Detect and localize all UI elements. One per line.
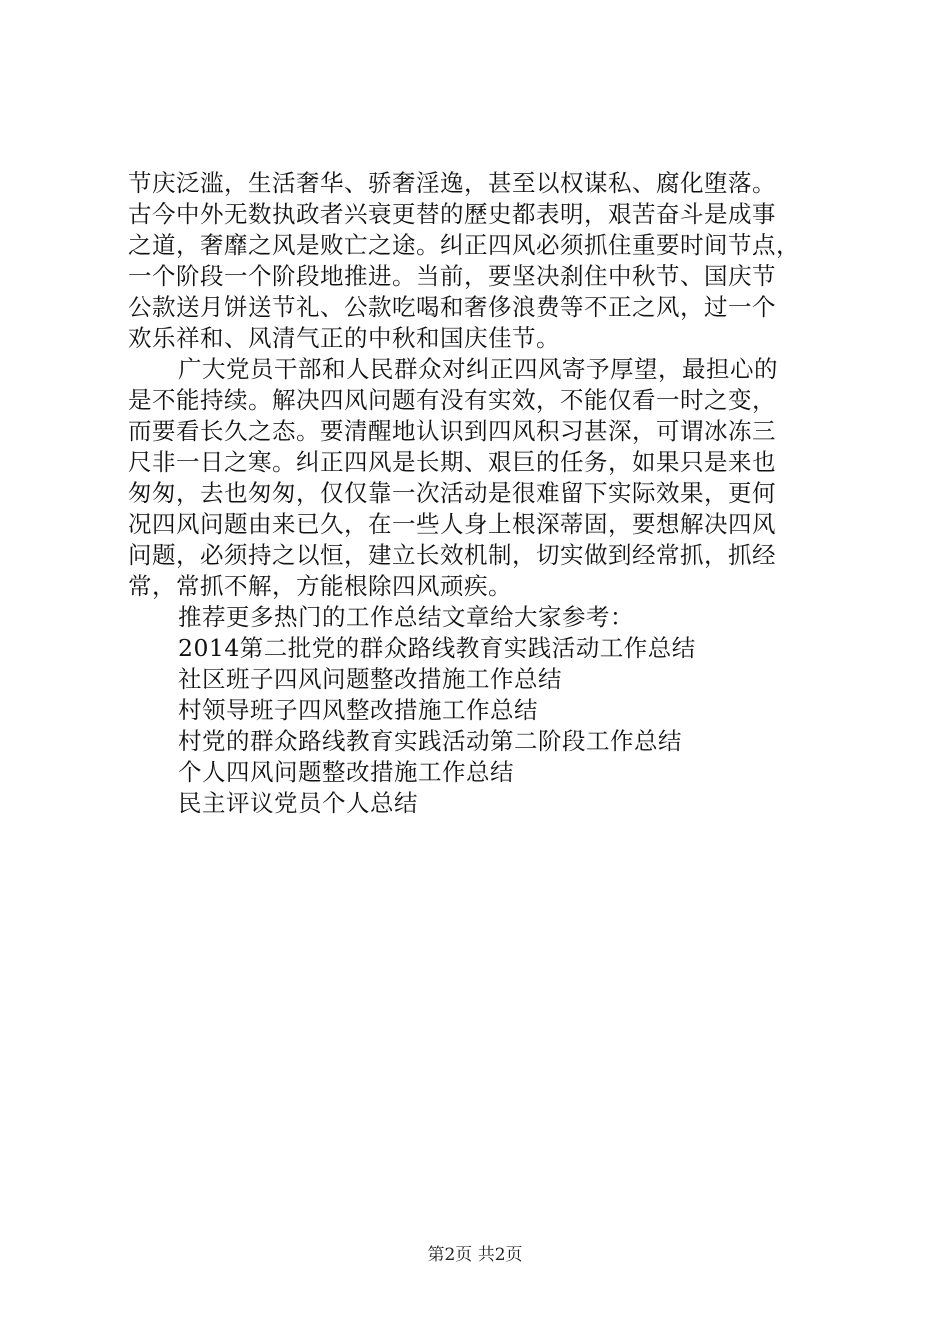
text-line: 一个阶段一个阶段地推进。当前，要坚决刹住中秋节、国庆节	[128, 262, 776, 290]
paragraph-1	[128, 168, 848, 354]
text-line: 是不能持续。解决四风问题有没有实效，不能仅看一时之变，	[128, 386, 776, 414]
recommended-link[interactable]: 村党的群众路线教育实践活动第二阶段工作总结	[178, 727, 682, 755]
document-body	[128, 168, 848, 819]
recommended-links-list	[128, 633, 848, 819]
recommended-link[interactable]: 2014第二批党的群众路线教育实践活动工作总结	[178, 634, 696, 662]
paragraph-2	[128, 354, 848, 602]
text-line: 公款送月饼送节礼、公款吃喝和奢侈浪费等不正之风，过一个	[128, 293, 776, 321]
text-line: 欢乐祥和、风清气正的中秋和国庆佳节。	[128, 324, 560, 352]
recommended-link[interactable]: 个人四风问题整改措施工作总结	[178, 758, 514, 786]
recommended-link[interactable]: 社区班子四风问题整改措施工作总结	[178, 665, 562, 693]
text-line: 匆匆，去也匆匆，仅仅靠一次活动是很难留下实际效果，更何	[128, 479, 776, 507]
text-line: 节庆泛滥，生活奢华、骄奢淫逸，甚至以权谋私、腐化堕落。	[128, 169, 776, 197]
recommend-intro: 推荐更多热门的工作总结文章给大家参考：	[178, 603, 634, 631]
text-line: 尺非一日之寒。纠正四风是长期、艰巨的任务，如果只是来也	[128, 448, 776, 476]
text-line: 况四风问题由来已久，在一些人身上根深蒂固，要想解决四风	[128, 510, 776, 538]
recommended-link[interactable]: 村领导班子四风整改措施工作总结	[178, 696, 538, 724]
text-line: 而要看长久之态。要清醒地认识到四风积习甚深，可谓冰冻三	[128, 417, 776, 445]
text-line: 广大党员干部和人民群众对纠正四风寄予厚望，最担心的	[178, 355, 778, 383]
recommended-link[interactable]: 民主评议党员个人总结	[178, 789, 418, 817]
text-line: 古今中外无数执政者兴衰更替的歷史都表明，艰苦奋斗是成事	[128, 200, 776, 228]
page-indicator: 第2页 共2页	[427, 1245, 523, 1265]
text-line: 问题，必须持之以恒，建立长效机制，切实做到经常抓，抓经	[128, 541, 776, 569]
text-line: 常，常抓不解，方能根除四风顽疾。	[128, 572, 512, 600]
text-line: 之道，奢靡之风是败亡之途。纠正四风必须抓住重要时间节点，	[128, 231, 800, 259]
page-footer	[0, 1244, 950, 1266]
